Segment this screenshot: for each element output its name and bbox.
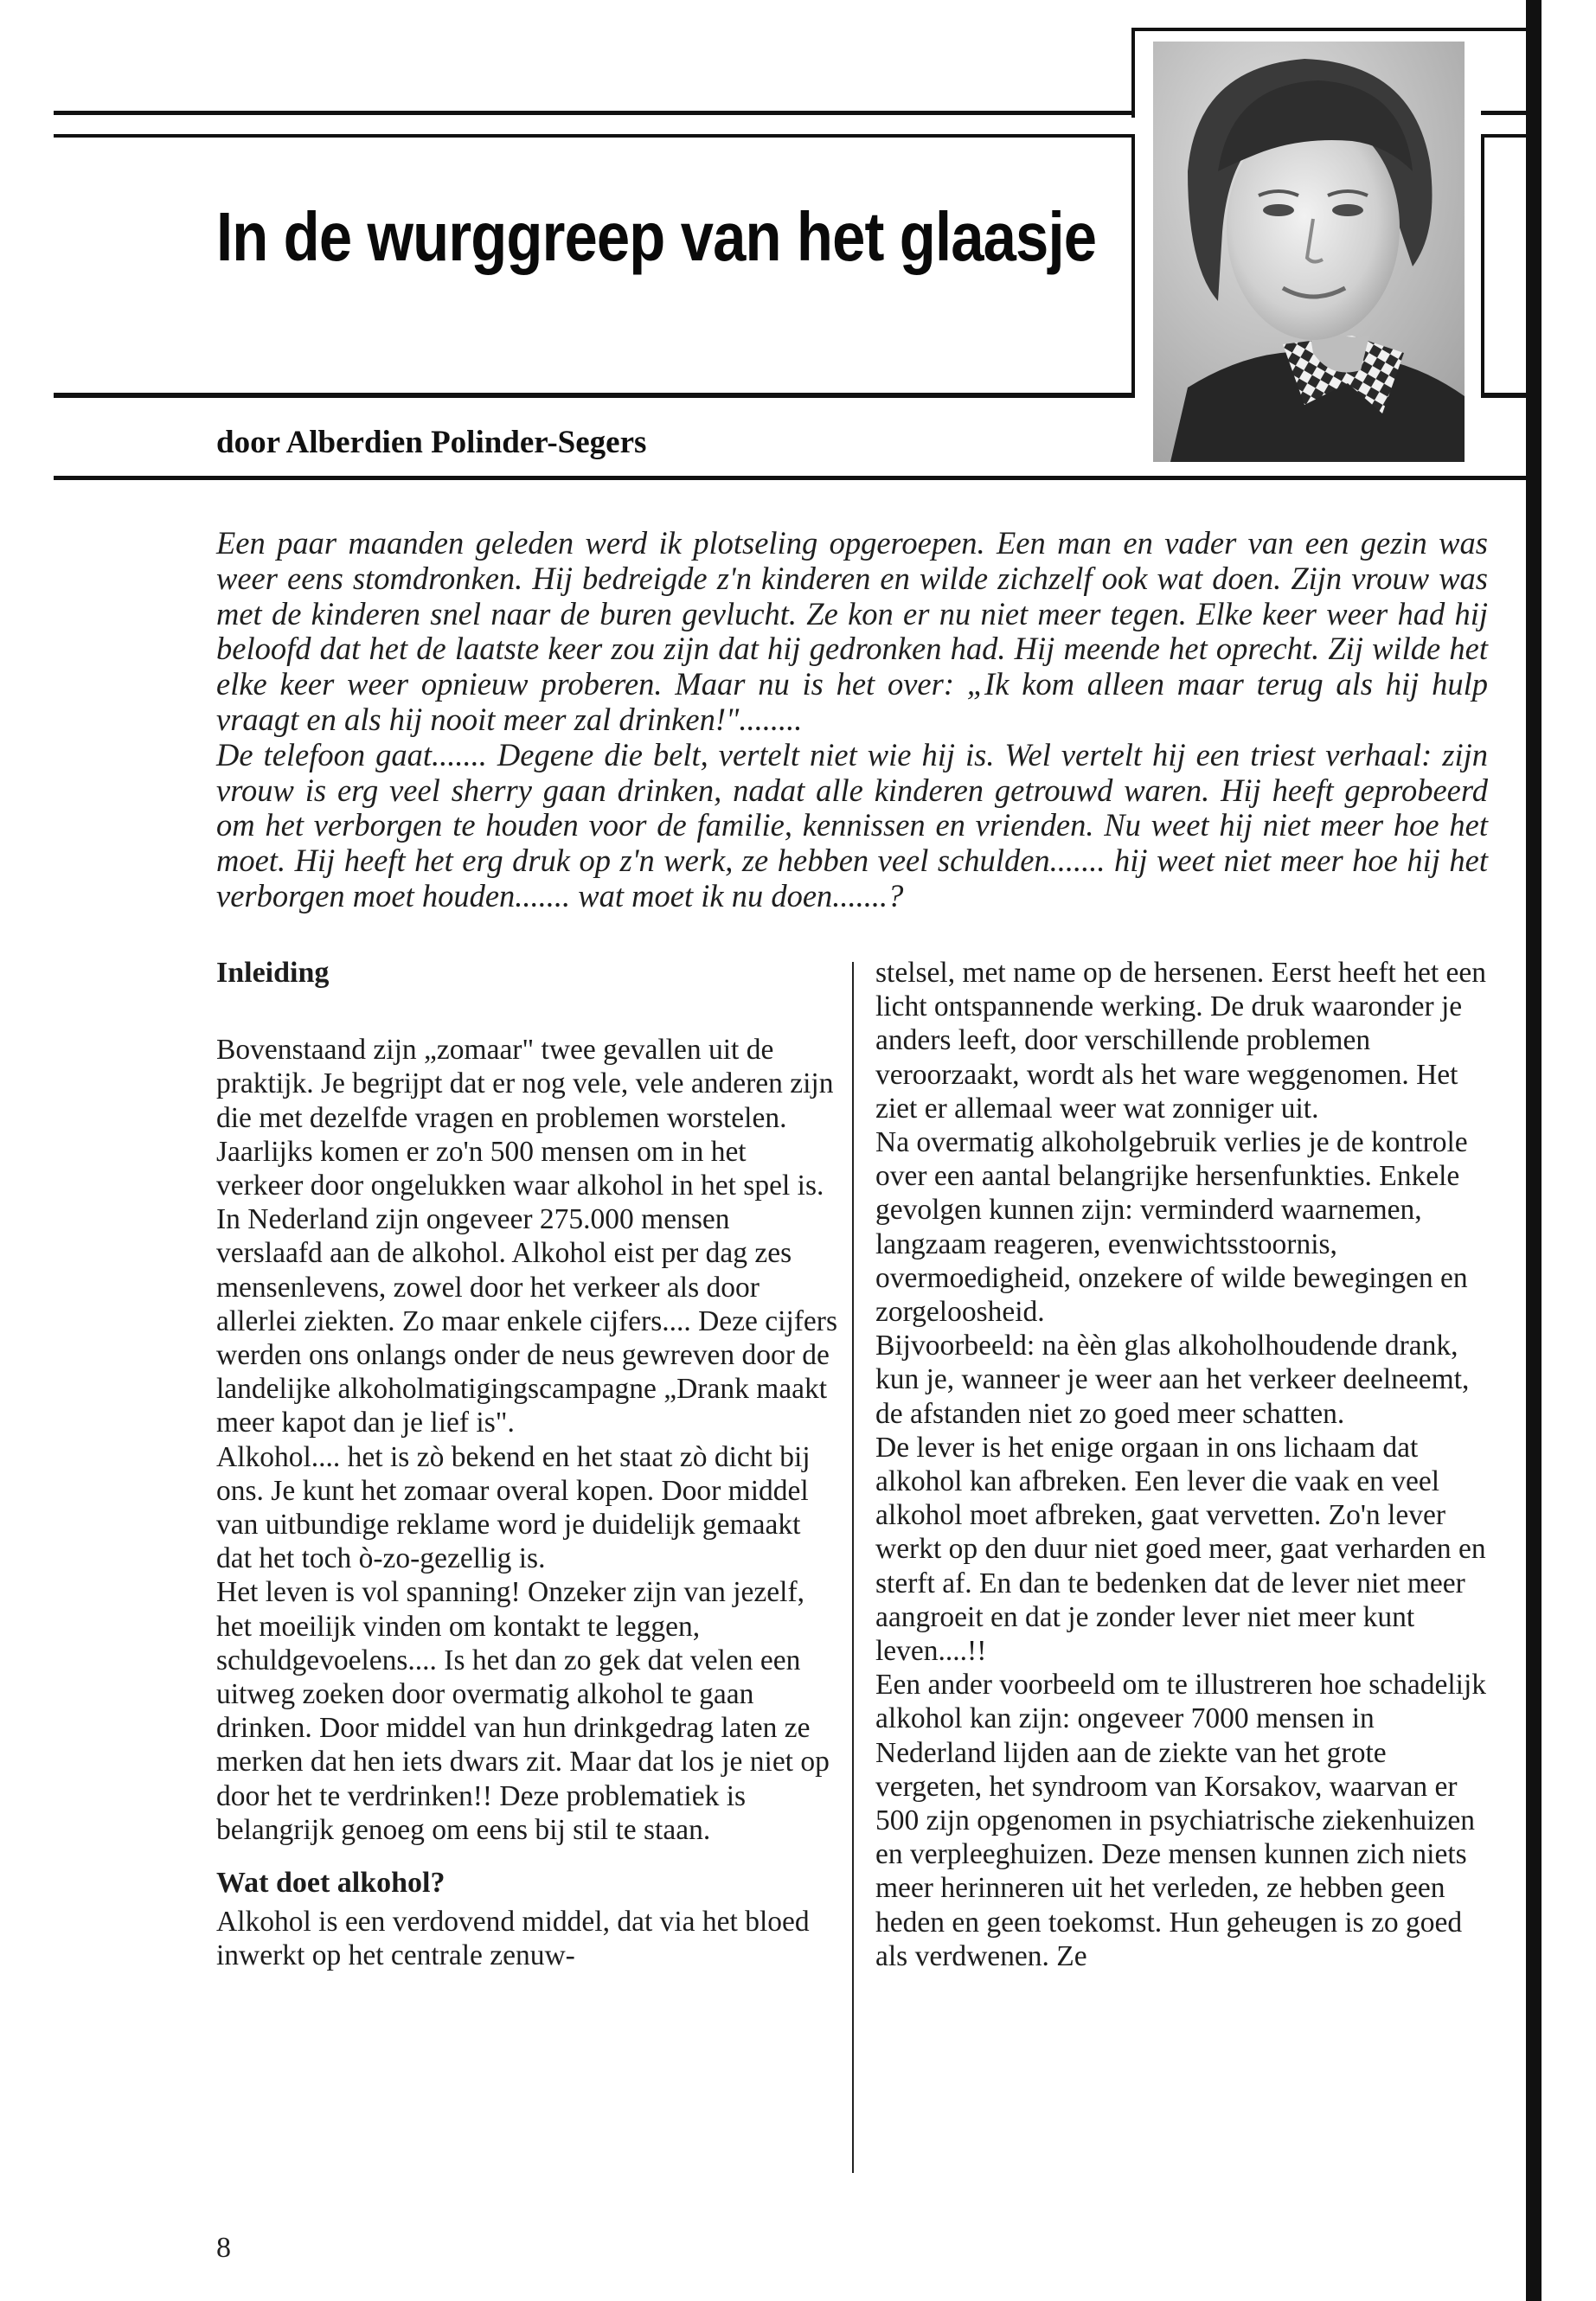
page-number: 8: [216, 2232, 231, 2264]
header-bottom-rule: [54, 476, 1529, 480]
author-portrait: [1153, 42, 1465, 462]
article-title: In de wurggreep van het glaasje: [216, 198, 1097, 275]
right-paragraph-3: Bijvoorbeeld: na èèn glas alkoholhoudende drank, kun je, wanneer je weer aan het verkeer deelneemt, de afstanden niet zo goed meer schatten.: [875, 1330, 1470, 1430]
intro-paragraph-1: Een paar maanden geleden werd ik plotseling opgeroepen. Een man en vader van een gezin was weer eens stomdronken. Hij bedreigde z'n kinderen en wilde zichzelf ook wat doen. Zijn vrouw was met de kinderen snel naar de buren gevlucht. Ze kon er nu niet meer tegen. Elke keer weer had hij beloofd dat het de laatste keer zou zijn dat hij gedronken had. Hij meende het oprecht. Zij wilde het elke keer weer opnieuw proberen. Maar nu is het over: „Ik kom alleen maar terug als hij hulp vraagt en als hij nooit meer zal drinken!"........: [216, 525, 1488, 737]
portrait-image: [1153, 42, 1465, 462]
right-paragraph-4: De lever is het enige orgaan in ons lichaam dat alkohol kan afbreken. Een lever die vaak en veel alkohol moet afbreken, gaat vervetten. Zo'n lever werkt op den duur niet goed meer, gaat verharden en sterft af. En dan te bedenken dat de lever niet meer aangroeit en dat je zonder lever niet meer kunt leven....!!: [875, 1431, 1486, 1668]
right-paragraph-2: Na overmatig alkoholgebruik verlies je de kontrole over een aantal belangrijke hersenfunkties. Enkele gevolgen kunnen zijn: verminderd waarnemen, langzaam reageren, evenwichtsstoornis, overmoedigheid, onzekere of wilde bewegingen en zorgeloosheid.: [875, 1126, 1468, 1329]
column-divider: [852, 962, 854, 2173]
section-heading-wat-doet-alkohol: Wat doet alkohol?: [216, 1867, 445, 1900]
header-lower-rule-right: [1481, 393, 1529, 398]
header-inner-rule-right: [1481, 134, 1529, 138]
intro-block: [216, 526, 1488, 914]
header-inner-rule: [54, 134, 1133, 138]
page-edge-bar: [1526, 0, 1542, 2301]
left-paragraph-3: Alkohol.... het is zò bekend en het staat zò dicht bij ons. Je kunt het zomaar overal kopen. Door middel van uitbundige reklame word je duidelijk gemaakt dat het toch ò-zo-gezellig is.: [216, 1440, 811, 1575]
left-column: [216, 956, 839, 1973]
left-paragraph-2: In Nederland zijn ongeveer 275.000 mensen verslaafd aan de alkohol. Alkohol eist per dag zes mensenlevens, zowel door het verkeer als door allerlei ziekten. Zo maar enkele cijfers.... Deze cijfers werden ons onlangs onder de neus gewreven door de landelijke alkoholmatigingscampagne „Drank maakt meer kapot dan je lief is".: [216, 1203, 837, 1439]
intro-paragraph-2: De telefoon gaat....... Degene die belt, vertelt niet wie hij is. Wel vertelt hij een triest verhaal: zijn vrouw is erg veel sherry gaan drinken, nadat alle kinderen getrouwd waren. Hij heeft geprobeerd om het verborgen te houden voor de familie, kennissen en vrienden. Nu weet hij niet meer hoe het moet. Hij heeft het erg druk op z'n werk, ze hebben veel schulden....... hij weet niet meer hoe hij het verborgen moet houden....... wat moet ik nu doen.......?: [216, 736, 1488, 913]
right-paragraph-5: Een ander voorbeeld om te illustreren hoe schadelijk alkohol kan zijn: ongeveer 7000 mensen in Nederland lijden aan de ziekte van het grote vergeten, het syndroom van Korsakov, waarvan er 500 zijn opgenomen in psychiatrische ziekenhuizen en verpleeghuizen. Deze mensen kunnen zich niets meer herinneren uit het verleden, ze hebben geen heden en geen toekomst. Hun geheugen is zo goed als verdwenen. Ze: [875, 1669, 1487, 1972]
left-paragraph-5: Alkohol is een verdovend middel, dat via het bloed inwerkt op het centrale zenuw-: [216, 1906, 810, 1972]
right-paragraph-1: stelsel, met name op de hersenen. Eerst heeft het een licht ontspannende werking. De druk waaronder je anders leeft, door verschillende problemen veroorzaakt, wordt als het ware weggenomen. Het ziet er allemaal weer wat zonniger uit.: [875, 957, 1487, 1125]
portrait-frame-right: [1481, 134, 1484, 394]
header-top-rule-right: [1481, 111, 1529, 115]
left-paragraph-4: Het leven is vol spanning! Onzeker zijn van jezelf, het moeilijk vinden om kontakt te leggen, schuldgevoelens.... Is het dan zo gek dat velen een uitweg zoeken door overmatig alkohol te gaan drinken. Door middel van hun drinkgedrag laten ze merken dat hen iets dwars zit. Maar dat los je niet op door het te verdrinken!! Deze problematiek is belangrijk genoeg om eens bij stil te staan.: [216, 1576, 830, 1846]
header-top-rule-left: [54, 111, 1133, 115]
header-title-frame-right: [1131, 134, 1135, 394]
header-upper-frame-top: [1133, 28, 1529, 31]
right-column: [875, 956, 1498, 1973]
article-byline: door Alberdien Polinder-Segers: [216, 425, 647, 460]
section-heading-inleiding: Inleiding: [216, 957, 330, 989]
header-upper-frame-left: [1131, 28, 1135, 118]
header-lower-rule-left: [54, 393, 1135, 398]
left-paragraph-1: Bovenstaand zijn „zomaar" twee gevallen uit de praktijk. Je begrijpt dat er nog vele, vele anderen zijn die met dezelfde vragen en problemen worstelen. Jaarlijks komen er zo'n 500 mensen om in het verkeer door ongelukken waar alkohol in het spel is.: [216, 1034, 834, 1202]
